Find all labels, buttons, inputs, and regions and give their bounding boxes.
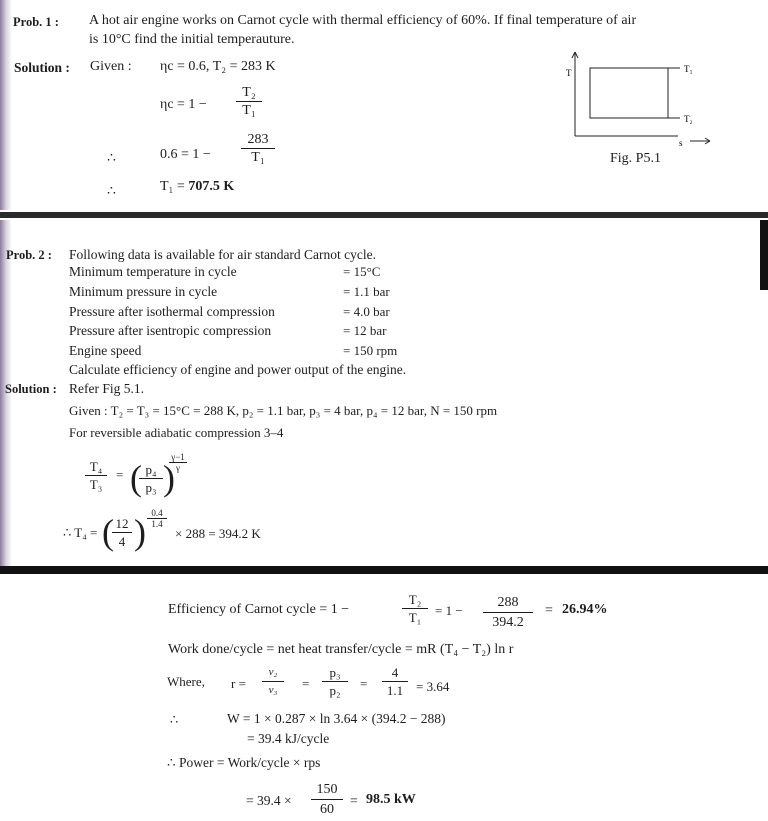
fraction-numerator: 12 <box>112 515 132 533</box>
efficiency-label: Efficiency of Carnot cycle = 1 − <box>168 602 350 617</box>
prob1-eq2-fraction <box>241 131 275 166</box>
prob1-result: 707.5 K <box>188 179 235 194</box>
fraction-numerator: p₃ <box>322 664 348 682</box>
fraction-denominator: T₃ <box>89 477 103 492</box>
exponent-fraction <box>169 452 187 473</box>
fraction-numerator: T₂ <box>402 591 428 609</box>
fraction-denominator: v₃ <box>268 684 278 696</box>
prob1-eq3 <box>160 179 234 195</box>
fraction-denominator: T₁ <box>408 610 422 625</box>
fig-caption: Fig. P5.1 <box>610 151 661 166</box>
power-line: ∴ Power = Work/cycle × rps <box>167 755 321 770</box>
data-row-value: = 12 bar <box>343 323 387 338</box>
fig-t-axis-label: T <box>566 68 572 78</box>
power-lhs: = 39.4 × <box>246 793 292 808</box>
prob1-eq3-lhs: T₁ = <box>160 179 189 194</box>
prob2-question: Calculate efficiency of engine and power output of the engine. <box>69 362 407 377</box>
right-paren: ) <box>163 458 175 498</box>
power-fraction <box>311 780 343 819</box>
efficiency-result: 26.94% <box>562 602 608 617</box>
carnot-ts-diagram <box>560 48 720 148</box>
fraction-numerator: 288 <box>483 593 533 613</box>
prob1-eq2-lhs: 0.6 = 1 − <box>160 147 211 162</box>
w-line: W = 1 × 0.287 × ln 3.64 × (394.2 − 288) <box>227 711 446 726</box>
t4-rest: × 288 = 394.2 K <box>175 526 261 541</box>
prob2-given: Given : T₂ = T₃ = 15°C = 288 K, p₂ = 1.1 bar, p₃ = 4 bar, p₄ = 12 bar, N = 150 rpm <box>69 403 498 418</box>
prob2-intro: Following data is available for air standard Carnot cycle. <box>69 247 377 262</box>
fraction-numerator: 150 <box>311 780 343 800</box>
w-result: = 39.4 kJ/cycle <box>247 731 330 746</box>
efficiency-fraction-1 <box>402 591 428 626</box>
page-separator <box>0 212 768 218</box>
fraction-denominator: 60 <box>320 802 334 817</box>
fig-s-label: s <box>679 138 683 148</box>
fraction-numerator: v₂ <box>262 664 284 682</box>
data-row-value: = 150 rpm <box>343 343 398 358</box>
prob1-label: Prob. 1 : <box>13 15 59 29</box>
therefore-symbol: ∴ <box>107 151 116 166</box>
exponent-numerator: 0.4 <box>147 508 167 519</box>
t4-exponent-fraction <box>147 508 167 529</box>
data-row-value: = 1.1 bar <box>343 284 390 299</box>
left-paren: ( <box>102 512 114 552</box>
data-row-value: = 15°C <box>343 264 381 279</box>
exponent-denominator: γ <box>176 463 180 473</box>
data-row-label: Minimum pressure in cycle <box>69 284 218 299</box>
fraction-numerator: T₂ <box>236 84 262 102</box>
prob2-label: Prob. 2 : <box>6 248 52 262</box>
work-line: Work done/cycle = net heat transfer/cycle = mR (T₄ − T₂) ln r <box>168 642 514 657</box>
p-ratio-fraction <box>139 461 163 496</box>
fraction-denominator: 4 <box>118 534 126 549</box>
data-row-label: Pressure after isentropic compression <box>69 323 272 338</box>
fraction-denominator: 1.1 <box>386 683 404 698</box>
fraction-numerator: 283 <box>241 131 275 149</box>
left-paren: ( <box>130 458 142 498</box>
t-ratio-fraction <box>85 458 107 493</box>
data-row-value: = 4.0 bar <box>343 304 390 319</box>
data-row-label: Engine speed <box>69 343 142 358</box>
fraction-denominator: T₁ <box>242 103 256 118</box>
fraction-denominator: 394.2 <box>492 615 524 630</box>
page-edge-shadow <box>0 0 12 210</box>
equals-sign: = <box>116 467 124 482</box>
data-row-label: Minimum temperature in cycle <box>69 264 237 279</box>
t4-lhs: ∴ T₄ = <box>63 525 98 540</box>
r-result: = 3.64 <box>416 679 450 694</box>
prob2-solution-label: Solution : <box>5 382 57 396</box>
r-equals-1: = <box>302 676 310 691</box>
fraction-numerator: 4 <box>382 664 408 682</box>
fraction-denominator: p₂ <box>329 683 341 698</box>
therefore-symbol: ∴ <box>107 184 116 199</box>
fraction-denominator: p₃ <box>145 480 157 495</box>
prob2-adiabatic: For reversible adiabatic compression 3–4 <box>69 425 284 440</box>
r-lhs: r = <box>231 676 246 691</box>
page-edge-dark <box>760 220 768 290</box>
prob1-statement-line1: A hot air engine works on Carnot cycle with thermal efficiency of 60%. If final temperature of air <box>89 13 637 28</box>
r-fraction-2 <box>322 664 348 699</box>
prob1-eq1-lhs: ηc = 1 − <box>160 97 207 112</box>
power-result: 98.5 kW <box>366 792 416 807</box>
where-label: Where, <box>167 674 205 689</box>
fig-t1-label: T₁ <box>684 64 693 74</box>
efficiency-equals: = <box>545 603 553 618</box>
fraction-denominator: T₁ <box>251 150 265 165</box>
fraction-numerator: T₄ <box>85 458 107 476</box>
fig-t2-label: T₂ <box>684 114 693 124</box>
prob1-eq1-fraction <box>236 84 262 119</box>
page-separator <box>0 566 768 574</box>
r-fraction-3 <box>382 664 408 699</box>
therefore-symbol: ∴ <box>170 712 179 727</box>
exponent-numerator: γ−1 <box>169 452 187 463</box>
fraction-numerator: p₄ <box>139 461 163 479</box>
prob1-statement-line2: is 10°C find the initial temperauture. <box>89 32 295 47</box>
right-paren: ) <box>134 512 146 552</box>
efficiency-mid: = 1 − <box>435 603 463 618</box>
r-equals-2: = <box>360 676 368 691</box>
power-equals: = <box>350 793 358 808</box>
exponent-denominator: 1.4 <box>151 519 163 529</box>
t4-fraction <box>112 515 132 550</box>
r-fraction-1 <box>262 664 284 699</box>
efficiency-fraction-2 <box>483 593 533 632</box>
prob1-solution-label: Solution : <box>14 60 70 75</box>
prob1-given-label: Given : <box>90 59 132 74</box>
prob2-refer: Refer Fig 5.1. <box>69 381 144 396</box>
data-row-label: Pressure after isothermal compression <box>69 304 275 319</box>
cycle-rectangle <box>590 68 668 118</box>
prob1-given-values: ηc = 0.6, T₂ = 283 K <box>160 59 276 74</box>
